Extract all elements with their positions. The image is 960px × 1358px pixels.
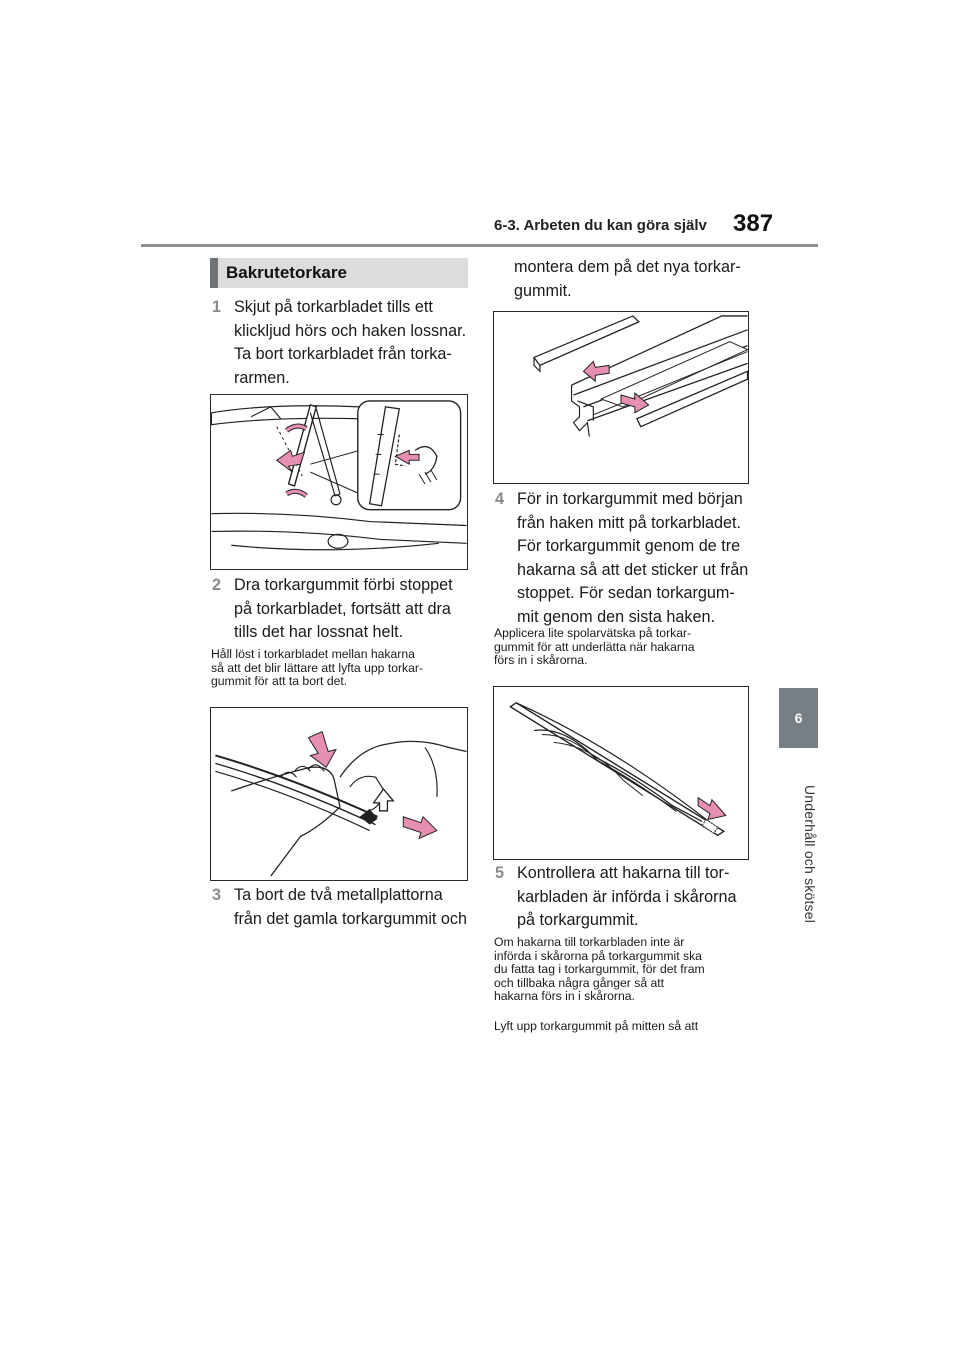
step-line: Ta bort de två metallplattorna [234,886,443,904]
step-line: montera dem på det nya torkar- [514,258,741,276]
step-line: Kontrollera att hakarna till tor- [517,864,730,882]
running-header: 6-3. Arbeten du kan göra själv [494,217,707,234]
step-line: klickljud hörs och haken lossnar. [234,321,467,340]
step-number: 1 [212,298,222,316]
header-divider [141,244,818,247]
note-line: Om hakarna till torkarbladen inte är [494,935,685,949]
wiper-arm-illustration [211,395,467,569]
step-number: 3 [212,886,222,904]
figure-wiper-arm-removal [210,394,468,570]
step-line: Ta bort torkarbladet från torka- [234,345,452,363]
step-3-continuation [514,256,754,303]
step-3 [212,884,474,931]
note-step-2 [211,648,473,689]
note-line: Håll löst i torkarbladet mellan hakarna [211,647,415,661]
step-line: karbladen är införda i skårorna [517,887,737,906]
note-line: införda i skårorna på torkargummit ska [494,948,702,963]
hands-pulling-rubber-illustration [211,708,467,880]
step-line: Skjut på torkarbladet tills ett [234,298,433,316]
step-number: 4 [495,490,505,508]
figure-wiper-blade [493,686,749,860]
step-line: på torkarbladet, fortsätt att dra [234,599,451,618]
figure-pull-rubber [210,707,468,881]
step-5 [495,862,757,933]
page-number: 387 [733,210,774,237]
note-line: och tillbaka några gånger så att [494,975,665,990]
note-line: gummit för att underlätta när hakarna [494,639,695,654]
step-line: Dra torkargummit förbi stoppet [234,576,453,594]
chapter-title-vertical: Underhåll och skötsel [802,784,818,924]
note-step-5 [494,936,756,1004]
step-line: För torkargummit genom de tre [517,537,741,555]
step-number: 2 [212,576,222,594]
note-step-4 [494,627,756,668]
step-1 [212,296,474,390]
step-line: tills det har lossnat helt. [234,623,404,641]
step-2 [212,574,474,645]
step-line: på torkargummit. [517,911,639,929]
section-heading: Bakrutetorkare [210,258,468,288]
step-line: mit genom den sista haken. [517,607,715,626]
note-line: så att det blir lättare att lyfta upp torkar- [211,660,424,675]
note-line: hakarna förs in i skårorna. [494,989,635,1003]
note-line: gummit för att ta bort det. [211,674,348,688]
step-line: från det gamla torkargummit och [234,909,468,928]
note-line: förs in i skårorna. [494,653,588,667]
wiper-blade-illustration [494,687,748,859]
note-line: du fatta tag i torkargummit, för det fram [494,962,705,976]
chapter-tab[interactable]: 6 [779,688,818,748]
step-line: stoppet. För sedan torkargum- [517,584,735,602]
note-line: Lyft upp torkargummit på mitten så att [494,1019,699,1033]
note-step-5-continued [494,1020,756,1034]
metal-plates-illustration [494,312,748,483]
note-line: Applicera lite spolarvätska på torkar- [494,626,692,640]
step-line: rarmen. [234,368,290,387]
step-line: För in torkargummit med början [517,490,743,508]
step-line: hakarna så att det sticker ut från [517,560,749,579]
step-4 [495,488,757,629]
step-line: gummit. [514,281,572,300]
step-line: från haken mitt på torkarbladet. [517,513,742,532]
step-number: 5 [495,864,505,882]
figure-metal-plates [493,311,749,484]
